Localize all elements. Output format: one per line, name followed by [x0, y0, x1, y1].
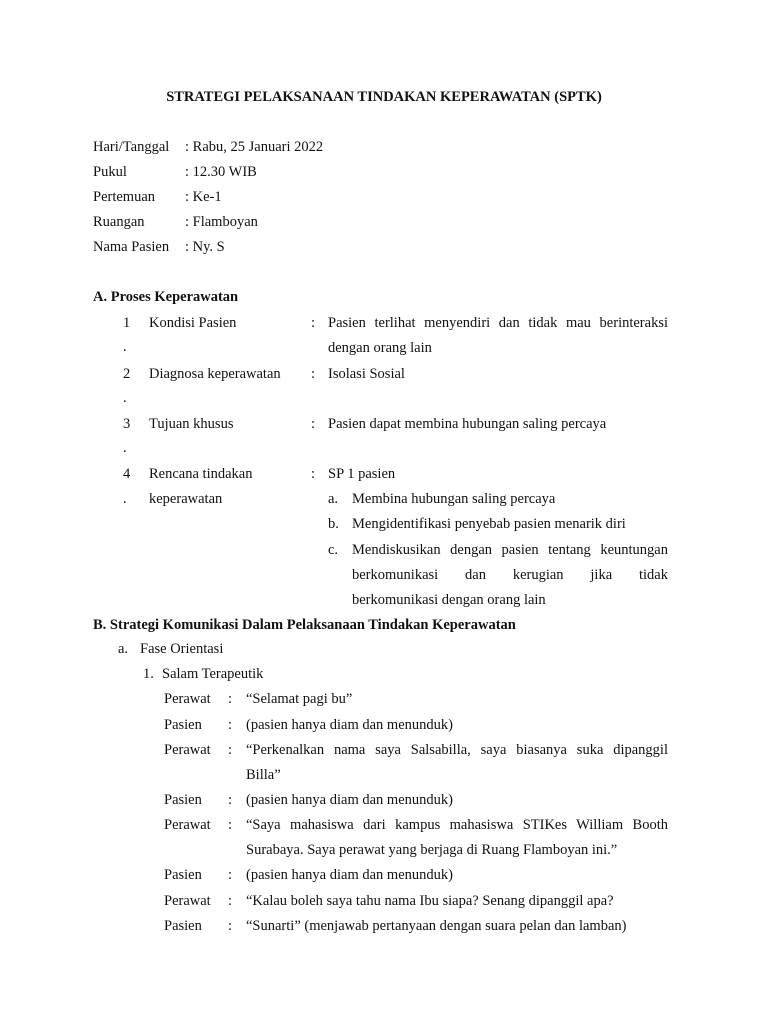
- row-value: SP 1 pasien: [328, 466, 396, 482]
- dialogue-text: (pasien hanya diam dan menunduk): [246, 792, 453, 808]
- info-label: Ruangan: [93, 214, 145, 230]
- dialogue-colon: :: [228, 893, 233, 909]
- info-label: Nama Pasien: [93, 239, 170, 255]
- plan-item-text: Mendiskusikan dengan pasien tentang keuntungan: [352, 542, 668, 558]
- row-number-dot: .: [123, 491, 127, 507]
- info-label: Hari/Tanggal: [93, 139, 170, 155]
- plan-item-text: Membina hubungan saling percaya: [352, 491, 556, 507]
- dialogue-speaker: Perawat: [164, 691, 211, 707]
- row-number-dot: .: [123, 339, 127, 355]
- phase-title: Fase Orientasi: [140, 641, 224, 657]
- document-title: STRATEGI PELAKSANAAN TINDAKAN KEPERAWATAN (SPTK): [166, 89, 602, 105]
- info-value: : Ny. S: [185, 239, 225, 255]
- row-number: 2: [123, 366, 131, 382]
- info-label: Pukul: [93, 164, 127, 180]
- dialogue-text: “Selamat pagi bu”: [246, 691, 353, 707]
- info-value: : 12.30 WIB: [185, 164, 257, 180]
- row-colon: :: [311, 315, 316, 331]
- plan-item-marker: c.: [328, 542, 339, 558]
- row-number-dot: .: [123, 440, 127, 456]
- plan-item-marker: b.: [328, 516, 339, 532]
- dialogue-colon: :: [228, 817, 233, 833]
- dialogue-text: Surabaya. Saya perawat yang berjaga di Ruang Flamboyan ini.”: [246, 842, 618, 858]
- section-b-heading: B. Strategi Komunikasi Dalam Pelaksanaan Tindakan Keperawatan: [93, 617, 516, 633]
- dialogue-speaker: Pasien: [164, 918, 202, 934]
- dialogue-text: “Kalau boleh saya tahu nama Ibu siapa? Senang dipanggil apa?: [246, 893, 614, 909]
- row-number-dot: .: [123, 390, 127, 406]
- row-value: Isolasi Sosial: [328, 366, 405, 382]
- row-colon: :: [311, 366, 316, 382]
- info-value: : Flamboyan: [185, 214, 258, 230]
- dialogue-speaker: Perawat: [164, 893, 211, 909]
- dialogue-speaker: Pasien: [164, 792, 202, 808]
- dialogue-speaker: Perawat: [164, 742, 211, 758]
- step-title: Salam Terapeutik: [162, 666, 264, 682]
- dialogue-colon: :: [228, 867, 233, 883]
- dialogue-colon: :: [228, 717, 233, 733]
- row-value: dengan orang lain: [328, 340, 432, 356]
- info-label: Pertemuan: [93, 189, 156, 205]
- row-colon: :: [311, 466, 316, 482]
- info-value: : Ke-1: [185, 189, 222, 205]
- row-label: Diagnosa keperawatan: [149, 366, 281, 382]
- row-label: Tujuan khusus: [149, 416, 234, 432]
- row-number: 1: [123, 315, 131, 331]
- row-colon: :: [311, 416, 316, 432]
- plan-item-text: Mengidentifikasi penyebab pasien menarik diri: [352, 516, 626, 532]
- dialogue-text: (pasien hanya diam dan menunduk): [246, 717, 453, 733]
- dialogue-text: “Sunarti” (menjawab pertanyaan dengan suara pelan dan lamban): [246, 918, 627, 934]
- plan-item-marker: a.: [328, 491, 339, 507]
- step-marker: 1.: [143, 666, 154, 682]
- row-label: keperawatan: [149, 491, 223, 507]
- dialogue-text: “Saya mahasiswa dari kampus mahasiswa STIKes William Booth: [246, 817, 668, 833]
- plan-item-text: berkomunikasi dengan orang lain: [352, 592, 546, 608]
- dialogue-colon: :: [228, 742, 233, 758]
- dialogue-text: “Perkenalkan nama saya Salsabilla, saya biasanya suka dipanggil: [246, 742, 668, 758]
- row-number: 3: [123, 416, 131, 432]
- dialogue-speaker: Pasien: [164, 717, 202, 733]
- dialogue-speaker: Perawat: [164, 817, 211, 833]
- phase-marker: a.: [118, 641, 129, 657]
- plan-item-text: berkomunikasi dan kerugian jika tidak: [352, 567, 668, 583]
- section-a-heading: A. Proses Keperawatan: [93, 289, 239, 305]
- dialogue-colon: :: [228, 918, 233, 934]
- row-label: Kondisi Pasien: [149, 315, 237, 331]
- dialogue-text: (pasien hanya diam dan menunduk): [246, 867, 453, 883]
- dialogue-colon: :: [228, 691, 233, 707]
- row-label: Rencana tindakan: [149, 466, 253, 482]
- dialogue-text: Billa”: [246, 767, 281, 783]
- dialogue-colon: :: [228, 792, 233, 808]
- row-value: Pasien dapat membina hubungan saling percaya: [328, 416, 607, 432]
- row-value: Pasien terlihat menyendiri dan tidak mau berinteraksi: [328, 315, 668, 331]
- dialogue-speaker: Pasien: [164, 867, 202, 883]
- info-value: : Rabu, 25 Januari 2022: [185, 139, 324, 155]
- row-number: 4: [123, 466, 131, 482]
